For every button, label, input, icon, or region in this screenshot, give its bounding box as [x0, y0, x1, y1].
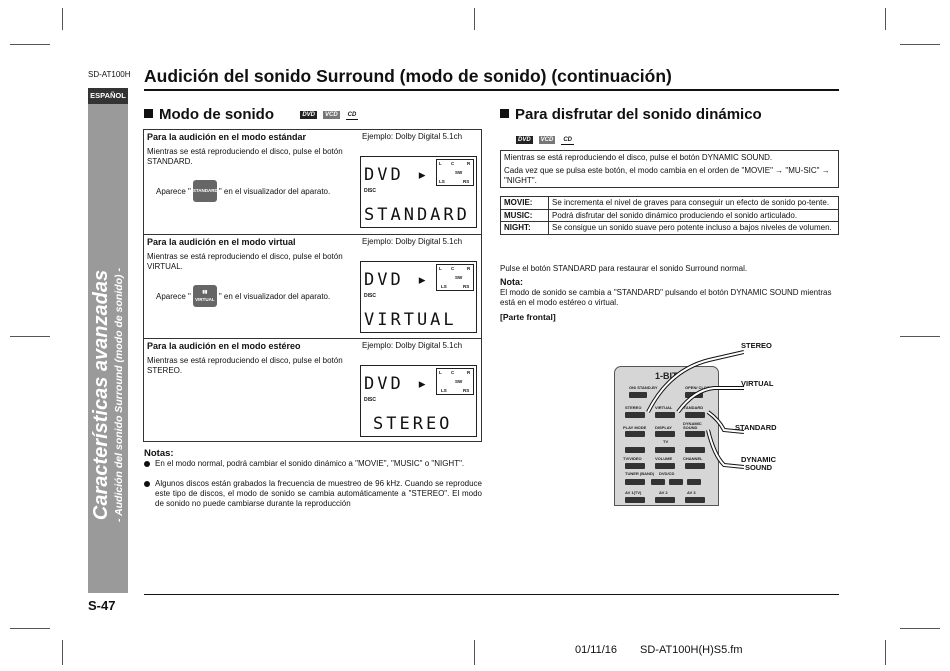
crop-mark [474, 640, 475, 665]
table-row [501, 222, 839, 235]
disc-icon-row [516, 131, 580, 148]
ch-r: R [467, 161, 471, 166]
crop-mark [474, 8, 475, 30]
mode-key: MOVIE: [501, 197, 549, 210]
crop-mark [62, 640, 63, 665]
ch-c: C [451, 370, 455, 375]
lcd-dvd: DVD ▸ [364, 270, 431, 290]
remote-on-standby-label: ON/ STAND-BY [629, 385, 658, 390]
channel-indicator [436, 159, 474, 186]
bullet-square-icon [500, 109, 509, 118]
remote-tv-video-label: TV/VIDEO [623, 456, 642, 461]
crop-mark [885, 640, 886, 665]
note-item [144, 459, 482, 469]
ch-l: L [439, 266, 442, 271]
ch-c: C [451, 161, 455, 166]
appear-line [156, 180, 330, 202]
appear-post: " en el visualizador del aparato. [218, 186, 331, 196]
appear-pre: Aparece " [156, 291, 191, 301]
cd-disc-icon: CD [563, 136, 573, 143]
ch-r: R [467, 266, 471, 271]
title-divider [144, 89, 839, 91]
ch-sw: SW [455, 275, 463, 280]
lcd-disc-label: DISC [364, 293, 376, 299]
virtual-indicator-icon: ▮▮ VIRTUAL [193, 285, 217, 307]
section-heading: Para la audición en el modo estéreo [147, 341, 301, 351]
mode-key: NIGHT: [501, 222, 549, 235]
lcd-mode-text: STEREO [373, 414, 453, 434]
ch-sw: SW [455, 170, 463, 175]
dynamic-sound-instructions [500, 150, 839, 188]
lcd-disc-label: DISC [364, 188, 376, 194]
virtual-mode-section [144, 234, 481, 337]
callout-virtual: VIRTUAL [741, 379, 774, 388]
language-tab: ESPAÑOL [88, 88, 128, 104]
lcd-dvd: DVD ▸ [364, 374, 431, 394]
remote-stereo-label: STEREO [625, 405, 642, 410]
page-title: Audición del sonido Surround (modo de sonido) (continuación) [144, 66, 672, 86]
ch-rs: RS [463, 284, 470, 289]
standard-indicator-icon: STANDARD [193, 180, 217, 202]
note-heading: Nota: [500, 277, 523, 287]
remote-brand: 1-BIT [655, 371, 678, 381]
remote-tv-label: TV [663, 439, 669, 444]
bullet-dot-icon [144, 481, 150, 487]
section-subtitle: - Audición del sonido Surround (modo de sonido) - [113, 268, 125, 522]
footer-date: 01/11/16 [575, 644, 618, 656]
ch-c: C [451, 266, 455, 271]
remote-av2-label: AV 2 [659, 490, 668, 495]
standard-mode-section [144, 130, 481, 233]
remote-play-mode-label: PLAY MODE [623, 425, 647, 430]
example-label: Ejemplo: Dolby Digital 5.1ch [362, 341, 463, 350]
example-label: Ejemplo: Dolby Digital 5.1ch [362, 237, 463, 246]
crop-mark [900, 44, 940, 45]
instruction-line: Mientras se está reproduciendo el disco, pulse el botón DYNAMIC SOUND. [504, 153, 773, 162]
crop-mark [10, 336, 50, 337]
ch-ls: LS [439, 179, 445, 184]
vcd-disc-icon: VCD [540, 137, 554, 144]
channel-indicator [436, 264, 474, 291]
section-title: Características avanzadas [90, 269, 112, 521]
stereo-leader [648, 352, 744, 412]
mode-desc: Podrá disfrutar del sonido dinámico produciendo el sonido articulado. [549, 209, 839, 222]
crop-mark [62, 8, 63, 30]
heading-text: Modo de sonido [159, 106, 274, 123]
model-number: SD-AT100H [88, 70, 131, 79]
dvd-disc-icon: DVD [302, 112, 315, 119]
crop-mark [900, 628, 940, 629]
note-text: El modo de sonido se cambia a "STANDARD" pulsando el botón DYNAMIC SOUND mientras está en el modo estéreo o virtual. [500, 288, 832, 307]
ch-r: R [467, 370, 471, 375]
crop-mark [10, 44, 50, 45]
remote-dynamic-label: DYNAMIC SOUND [683, 421, 702, 430]
dynamic-leader-inner [708, 430, 744, 467]
sound-mode-box [143, 129, 482, 442]
notes-heading: Notas: [144, 448, 174, 459]
instruction-line: Cada vez que se pulsa este botón, el modo cambia en el orden de "MOVIE" → "MU-SIC" → "NIGHT". [504, 166, 830, 185]
table-row [501, 197, 839, 210]
remote-virtual-label: VIRTUAL [655, 405, 673, 410]
ch-l: L [439, 161, 442, 166]
appear-pre: Aparece " [156, 186, 191, 196]
ch-ls: LS [441, 388, 447, 393]
ch-sw: SW [455, 379, 463, 384]
cd-disc-icon: CD [347, 111, 357, 118]
note-item [144, 479, 482, 509]
crop-mark [10, 628, 50, 629]
table-row [501, 209, 839, 222]
remote-display-label: DISPLAY [655, 425, 672, 430]
remote-tuner-label: TUNER (BAND) [625, 471, 655, 476]
bullet-dot-icon [144, 461, 150, 467]
page-number: S-47 [88, 598, 116, 613]
appear-line [156, 285, 330, 307]
dvd-disc-icon: DVD [518, 137, 531, 144]
section-text: Mientras se está reproduciendo el disco, pulse el botón VIRTUAL. [147, 252, 343, 271]
callout-dynamic-sound: DYNAMIC SOUND [741, 455, 776, 472]
remote-volume-label: VOLUME [655, 456, 673, 461]
mode-desc: Se incrementa el nivel de graves para conseguir un efecto de sonido po-tente. [549, 197, 839, 210]
bullet-square-icon [144, 109, 153, 118]
section-text: Mientras se está reproduciendo el disco, pulse el botón STANDARD. [147, 147, 343, 166]
footer-filename: SD-AT100H(H)S5.fm [640, 644, 743, 656]
channel-indicator [436, 368, 474, 395]
section-heading: Para la audición en el modo estándar [147, 132, 307, 142]
example-label: Ejemplo: Dolby Digital 5.1ch [362, 132, 463, 141]
virtual-leader-inner [678, 388, 744, 412]
lcd-mode-text: STANDARD [364, 205, 470, 225]
mode-key: MUSIC: [501, 209, 549, 222]
stereo-mode-section [144, 338, 481, 441]
section-heading: Para la audición en el modo virtual [147, 237, 296, 247]
ch-ls: LS [441, 284, 447, 289]
display-panel [360, 261, 477, 333]
remote-open-label: OPEN/ CLOSE [685, 385, 713, 390]
restore-text: Pulse el botón STANDARD para restaurar el sonido Surround normal. [500, 264, 748, 273]
stereo-leader-inner [648, 352, 744, 412]
note-text: En el modo normal, podrá cambiar el sonido dinámico a "MOVIE", "MUSIC" o "NIGHT". [155, 459, 465, 468]
remote-av1-label: AV 1(TV) [625, 490, 642, 495]
remote-av3-label: AV 3 [687, 490, 696, 495]
note-text: Algunos discos están grabados la frecuencia de muestreo de 96 kHz. Cuando se reproduce este tipo de discos, el modo de sonido se cambia automáticamente a "STEREO". El modo de sonido no puede cambiarse durante la reproducción [155, 479, 482, 508]
remote-channel-label: CHANNEL [683, 456, 703, 461]
heading-dynamic-sound [500, 106, 762, 123]
display-panel [360, 365, 477, 437]
lcd-mode-text: VIRTUAL [364, 310, 457, 330]
callout-standard: STANDARD [735, 423, 777, 432]
callout-leader-lines [614, 340, 744, 510]
appear-post: " en el visualizador del aparato. [218, 291, 331, 301]
section-text: Mientras se está reproduciendo el disco, pulse el botón STEREO. [147, 356, 343, 375]
ch-l: L [439, 370, 442, 375]
ch-rs: RS [463, 388, 470, 393]
ch-rs: RS [463, 179, 470, 184]
footer-divider [144, 594, 839, 595]
badge-text: VIRTUAL [195, 297, 215, 302]
dynamic-mode-table [500, 196, 839, 235]
heading-text: Para disfrutar del sonido dinámico [515, 106, 762, 123]
callout-stereo: STEREO [741, 341, 772, 350]
heading-sound-mode [144, 106, 364, 123]
lcd-disc-label: DISC [364, 397, 376, 403]
mode-desc: Se consigue un sonido suave pero potente incluso a bajos niveles de volumen. [549, 222, 839, 235]
vcd-disc-icon: VCD [325, 112, 338, 119]
lcd-dvd: DVD ▸ [364, 165, 431, 185]
remote-dvd-cd-label: DVD/CD [659, 471, 675, 476]
front-panel-label: [Parte frontal] [500, 312, 556, 322]
crop-mark [900, 336, 940, 337]
display-panel [360, 156, 477, 228]
remote-standard-label: STANDARD [681, 405, 704, 410]
crop-mark [885, 8, 886, 30]
